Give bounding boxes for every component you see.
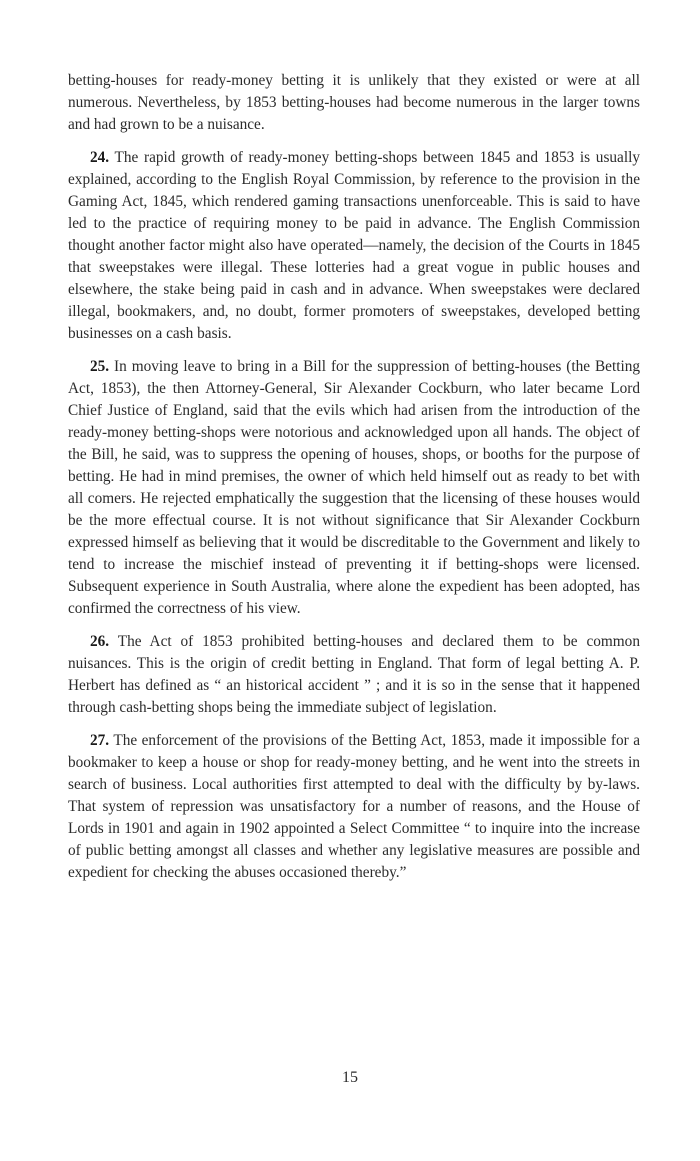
paragraph-number: 25.: [90, 358, 110, 375]
paragraph-number: 26.: [90, 633, 110, 650]
paragraph-text: betting-houses for ready-money betting it is unlikely that they existed or were at all numerous. Nevertheless, by 1853 betting-houses had become numerous in the larger towns and had grown to be a nuisance.: [68, 72, 640, 133]
paragraph-text: The enforcement of the provisions of the Betting Act, 1853, made it impossible for a bookmaker to keep a house or shop for ready-money betting, and he went into the streets in search of business. Local authorities first attempted to deal with the difficulty by by-laws. That system of repression was unsatisfactory for a number of reasons, and the House of Lords in 1901 and again in 1902 appointed a Select Committee “ to inquire into the increase of public betting amongst all classes and whether any legislative measures are possible and expedient for checking the abuses occasioned thereby.”: [68, 732, 640, 881]
paragraph-24: [68, 147, 640, 345]
paragraph-25: [68, 356, 640, 620]
paragraph-27: [68, 730, 640, 884]
paragraph-number: 24.: [90, 149, 110, 166]
page-body: [68, 70, 640, 895]
paragraph-continued: [68, 70, 640, 136]
paragraph-text: The rapid growth of ready-money betting-shops between 1845 and 1853 is usually explained, according to the English Royal Commission, by reference to the provision in the Gaming Act, 1845, which rendered gaming transactions unenforceable. This is said to have led to the practice of requiring money to be paid in advance. The English Commission thought another factor might also have operated—namely, the decision of the Courts in 1845 that sweepstakes were illegal. These lotteries had a great vogue in public houses and elsewhere, the stake being paid in cash and in advance. When sweepstakes were declared illegal, bookmakers, and, no doubt, former promoters of sweepstakes, developed betting businesses on a cash basis.: [68, 149, 640, 342]
paragraph-text: The Act of 1853 prohibited betting-houses and declared them to be common nuisances. This is the origin of credit betting in England. That form of legal betting A. P. Herbert has defined as “ an historical accident ” ; and it is so in the sense that it happened through cash-betting shops being the immediate subject of legislation.: [68, 633, 640, 716]
paragraph-number: 27.: [90, 732, 110, 749]
paragraph-26: [68, 631, 640, 719]
paragraph-text: In moving leave to bring in a Bill for the suppression of betting-houses (the Betting Act, 1853), the then Attorney-General, Sir Alexander Cockburn, who later became Lord Chief Justice of England, said that the evils which had arisen from the introduction of the ready-money betting-shops were notorious and acknowledged upon all hands. The object of the Bill, he said, was to suppress the opening of houses, shops, or booths for the purpose of betting. He had in mind premises, the owner of which held himself out as ready to bet with all comers. He rejected emphatically the suggestion that the licensing of these houses would be the more effectual course. It is not without significance that Sir Alexander Cockburn expressed himself as believing that it would be discreditable to the Government and likely to tend to increase the mischief instead of preventing it if betting-shops were licensed. Subsequent experience in South Australia, where alone the expedient has been adopted, has confirmed the correctness of his view.: [68, 358, 640, 617]
page-number: 15: [342, 1069, 358, 1086]
